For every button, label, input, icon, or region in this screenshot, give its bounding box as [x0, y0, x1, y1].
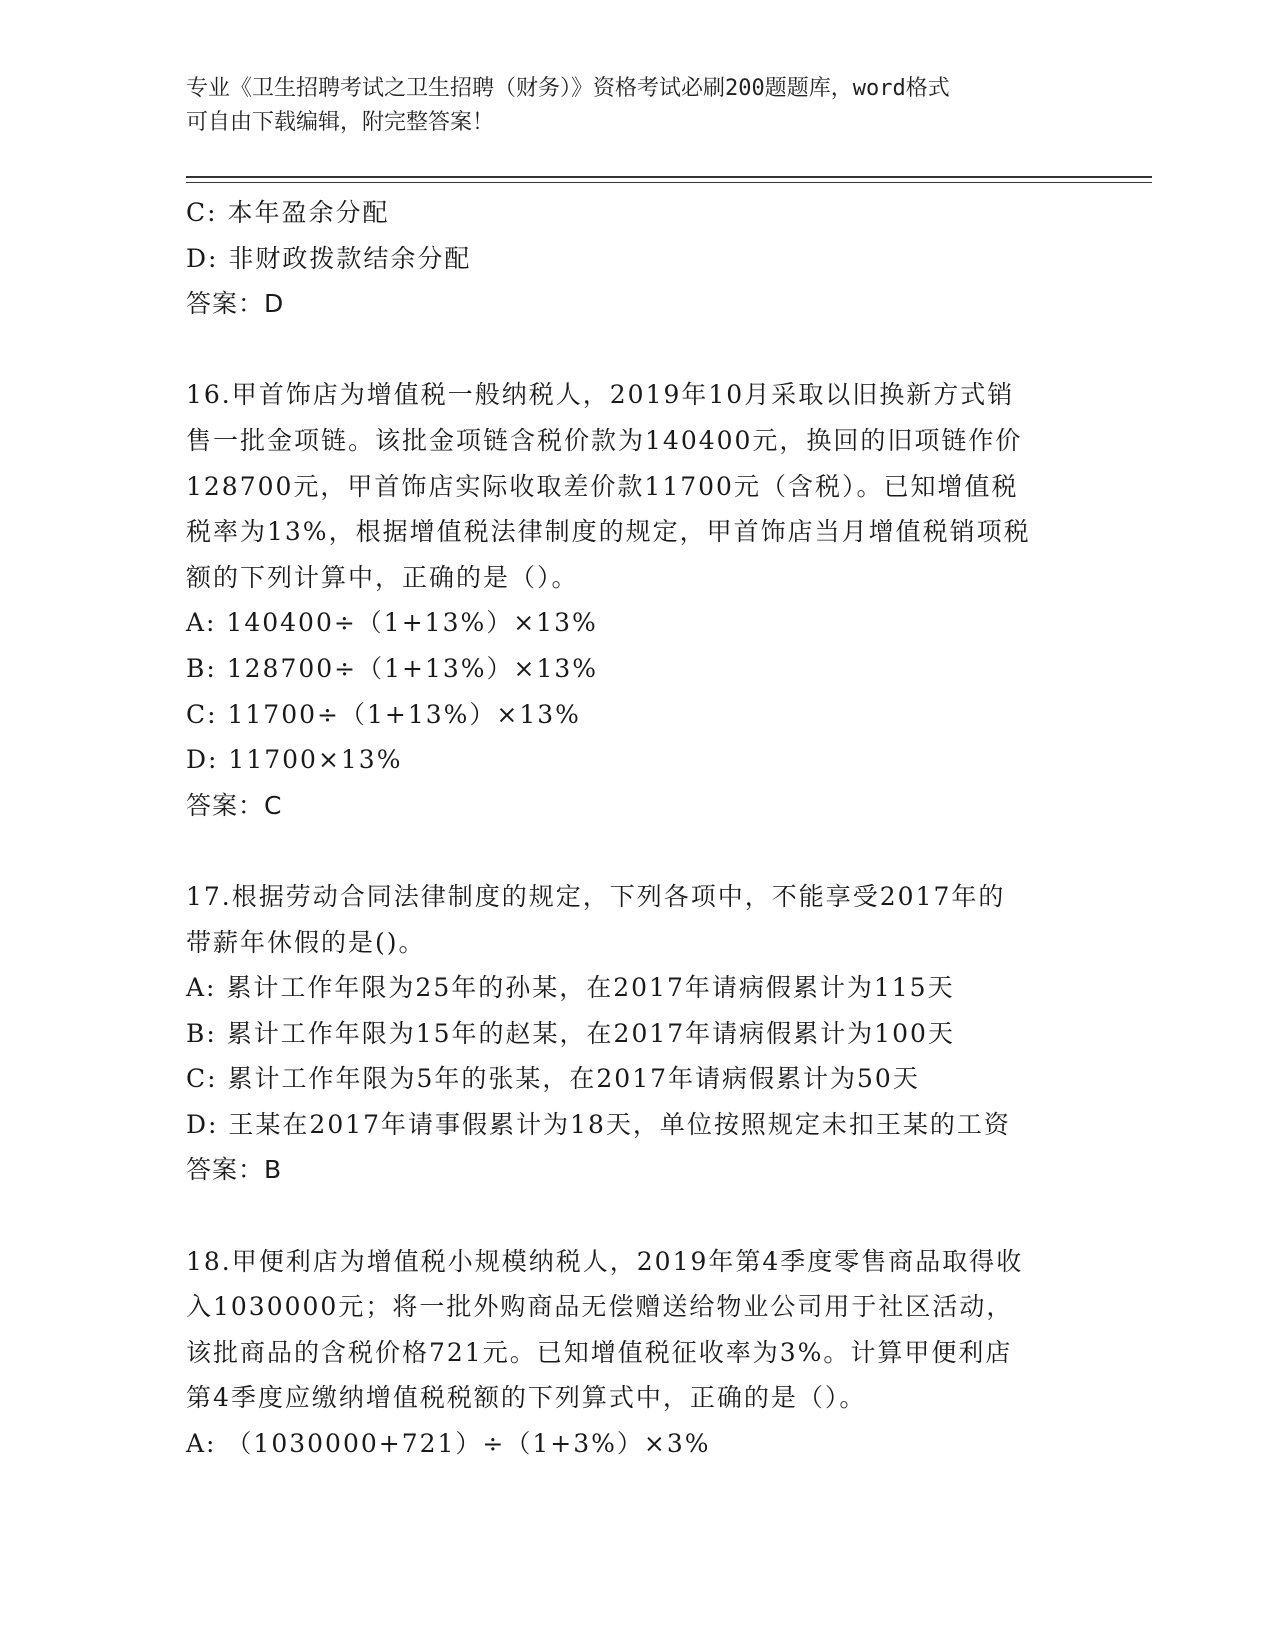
- header-divider-thin: [186, 182, 1152, 183]
- q16-option-d: D: 11700×13%: [186, 745, 403, 775]
- header-divider-thick: [186, 176, 1152, 178]
- q17-option-d: D: 王某在2017年请事假累计为18天，单位按照规定未扣王某的工资: [186, 1109, 1011, 1139]
- spacer: [186, 327, 1086, 373]
- q16-option-b: B: 128700÷（1+13%）×13%: [186, 653, 599, 683]
- page-header: [186, 72, 1086, 140]
- header-title-line-1: 专业《卫生招聘考试之卫生招聘（财务）》资格考试必刷200题题库，word格式: [186, 76, 950, 101]
- q18-stem-line-4: 第4季度应缴纳增值税税额的下列算式中，正确的是（）。: [186, 1383, 867, 1413]
- q17-option-c: C: 累计工作年限为5年的张某，在2017年请病假累计为50天: [186, 1064, 920, 1094]
- document-body: [186, 190, 1086, 1467]
- q15-option-d: D: 非财政拨款结余分配: [186, 243, 472, 273]
- q16-stem-line-5: 额的下列计算中，正确的是（）。: [186, 562, 579, 592]
- q17-answer: 答案：B: [186, 1155, 283, 1185]
- header-title-line-2: 可自由下载编辑，附完整答案！: [186, 110, 495, 135]
- q15-answer: 答案：D: [186, 289, 285, 319]
- q16-answer: 答案：C: [186, 790, 283, 820]
- q16-option-a: A: 140400÷（1+13%）×13%: [186, 608, 598, 638]
- spacer: [186, 828, 1086, 874]
- q16-stem-line-3: 128700元，甲首饰店实际收取差价款11700元（含税）。已知增值税: [186, 471, 1019, 501]
- q17-stem-line-1: 17.根据劳动合同法律制度的规定，下列各项中，不能享受2017年的: [186, 881, 1006, 911]
- q18-stem-line-2: 入1030000元；将一批外购商品无偿赠送给物业公司用于社区活动，: [186, 1292, 1014, 1322]
- q17-option-b: B: 累计工作年限为15年的赵某，在2017年请病假累计为100天: [186, 1018, 955, 1048]
- q16-stem-line-4: 税率为13%，根据增值税法律制度的规定，甲首饰店当月增值税销项税: [186, 517, 1031, 547]
- q18-stem-line-1: 18.甲便利店为增值税小规模纳税人，2019年第4季度零售商品取得收: [186, 1246, 1024, 1276]
- q16-option-c: C: 11700÷（1+13%）×13%: [186, 699, 581, 729]
- q18-option-a: A: （1030000+721）÷（1+3%）×3%: [186, 1429, 711, 1459]
- q15-option-c: C: 本年盈余分配: [186, 198, 390, 227]
- q18-stem-line-3: 该批商品的含税价格721元。已知增值税征收率为3%。计算甲便利店: [186, 1337, 1013, 1367]
- q17-stem-line-2: 带薪年休假的是()。: [186, 927, 426, 957]
- q16-stem-line-1: 16.甲首饰店为增值税一般纳税人，2019年10月采取以旧换新方式销: [186, 380, 1015, 410]
- q16-stem-line-2: 售一批金项链。该批金项链含税价款为140400元，换回的旧项链作价: [186, 425, 1023, 455]
- q17-option-a: A: 累计工作年限为25年的孙某，在2017年请病假累计为115天: [186, 973, 955, 1003]
- spacer: [186, 1193, 1086, 1239]
